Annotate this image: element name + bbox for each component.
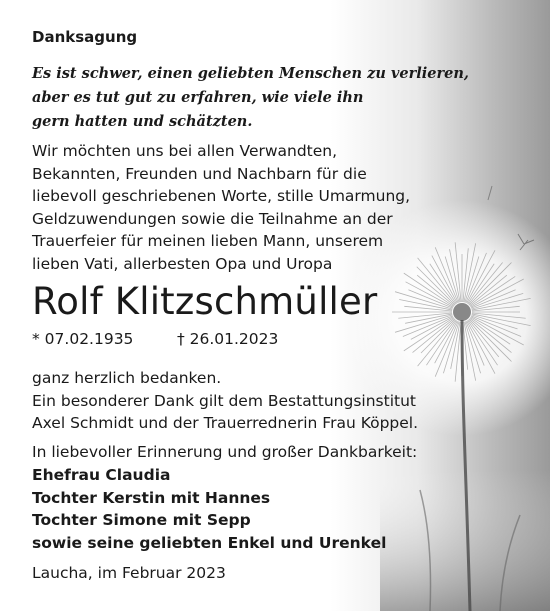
- thanks-intro-line: Bekannten, Freunden und Nachbarn für die: [32, 164, 367, 183]
- thanks-intro-line: Wir möchten uns bei allen Verwandten,: [32, 142, 338, 160]
- family-member: Tochter Kerstin mit Hannes: [32, 488, 271, 507]
- life-dates: [32, 330, 278, 348]
- heading: Danksagung: [32, 28, 138, 46]
- thanks-outro: [32, 367, 418, 435]
- thanks-outro-line: Axel Schmidt und der Trauerrednerin Frau Köppel.: [32, 414, 419, 433]
- closing-text: In liebevoller Erinnerung und großer Dankbarkeit:: [32, 443, 418, 461]
- thanks-intro-line: Geldzuwendungen sowie die Teilnahme an der: [32, 209, 393, 228]
- thanks-intro: [32, 140, 410, 276]
- family-member: Ehefrau Claudia: [32, 466, 171, 484]
- closing-line: [32, 441, 417, 464]
- thanks-intro-line: liebevoll geschriebenen Worte, stille Umarmung,: [32, 187, 411, 206]
- family-signature: [32, 464, 386, 554]
- motto-line: aber es tut gut zu erfahren, wie viele ihn: [32, 89, 364, 106]
- motto-line: gern hatten und schätzten.: [32, 113, 253, 130]
- death-date: † 26.01.2023: [176, 330, 279, 348]
- birth-date: * 07.02.1935: [32, 330, 134, 348]
- family-member: sowie seine geliebten Enkel und Urenkel: [32, 533, 387, 552]
- thanks-outro-line: Ein besonderer Dank gilt dem Bestattungsinstitut: [32, 391, 416, 410]
- motto-line: Es ist schwer, einen geliebten Menschen zu verlieren,: [32, 65, 469, 82]
- thanks-intro-line: Trauerfeier für meinen lieben Mann, unserem: [32, 232, 384, 251]
- family-member: Tochter Simone mit Sepp: [32, 511, 251, 530]
- thanks-outro-line: ganz herzlich bedanken.: [32, 369, 222, 387]
- deceased-name: Rolf Klitzschmüller: [32, 280, 378, 323]
- motto-quote: [32, 62, 469, 134]
- place-date: Laucha, im Februar 2023: [32, 564, 226, 582]
- thanks-intro-line: lieben Vati, allerbesten Opa und Uropa: [32, 254, 333, 273]
